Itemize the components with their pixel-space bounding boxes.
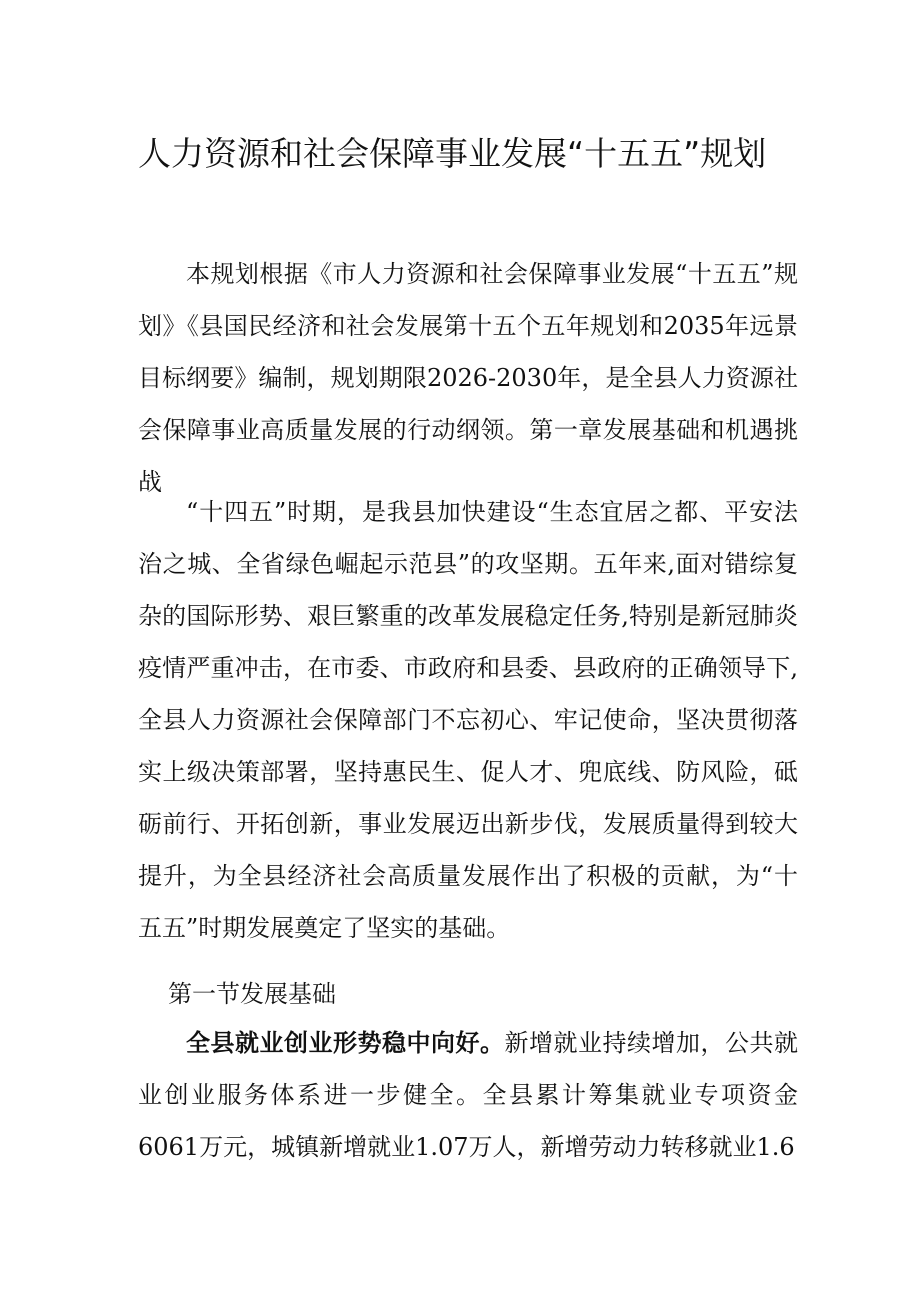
paragraph-lead-bold: 全县就业创业形势稳中向好。 [186,1029,505,1057]
paragraph-fourteenth-plan-review: “十四五”时期，是我县加快建设“生态宜居之都、平安法治之城、全省绿色崛起示范县”的攻坚期。五年来,面对错综复杂的国际形势、艰巨繁重的改革发展稳定任务,特别是新冠肺炎疫情严重冲击，在市委、市政府和县委、县政府的正确领导下,全县人力资源社会保障部门不忘初心、牢记使命，坚决贯彻落实上级决策部署，坚持惠民生、促人才、兜底线、防风险，砥砺前行、开拓创新，事业发展迈出新步伐，发展质量得到较大提升，为全县经济社会高质量发展作出了积极的贡献，为“十五五”时期发展奠定了坚实的基础。 [138,498,798,942]
paragraph-intro: 本规划根据《市人力资源和社会保障事业发展“十五五”规划》《县国民经济和社会发展第十五个五年规划和2035年远景目标纲要》编制，规划期限2026-2030年，是全县人力资源社会保障事业高质量发展的行动纲领。第一章发展基础和机遇挑战 [138,260,798,496]
paragraph-employment-text: 新增就业持续增加，公共就业创业服务体系进一步健全。全县累计筹集就业专项资金6061万元，城镇新增就业1.07万人，新增劳动力转移就业1.6 [138,1029,798,1161]
paragraph-employment [138,1017,798,1173]
document-title: 人力资源和社会保障事业发展“十五五”规划 [138,134,767,173]
section-heading: 第一节发展基础 [168,980,336,1008]
